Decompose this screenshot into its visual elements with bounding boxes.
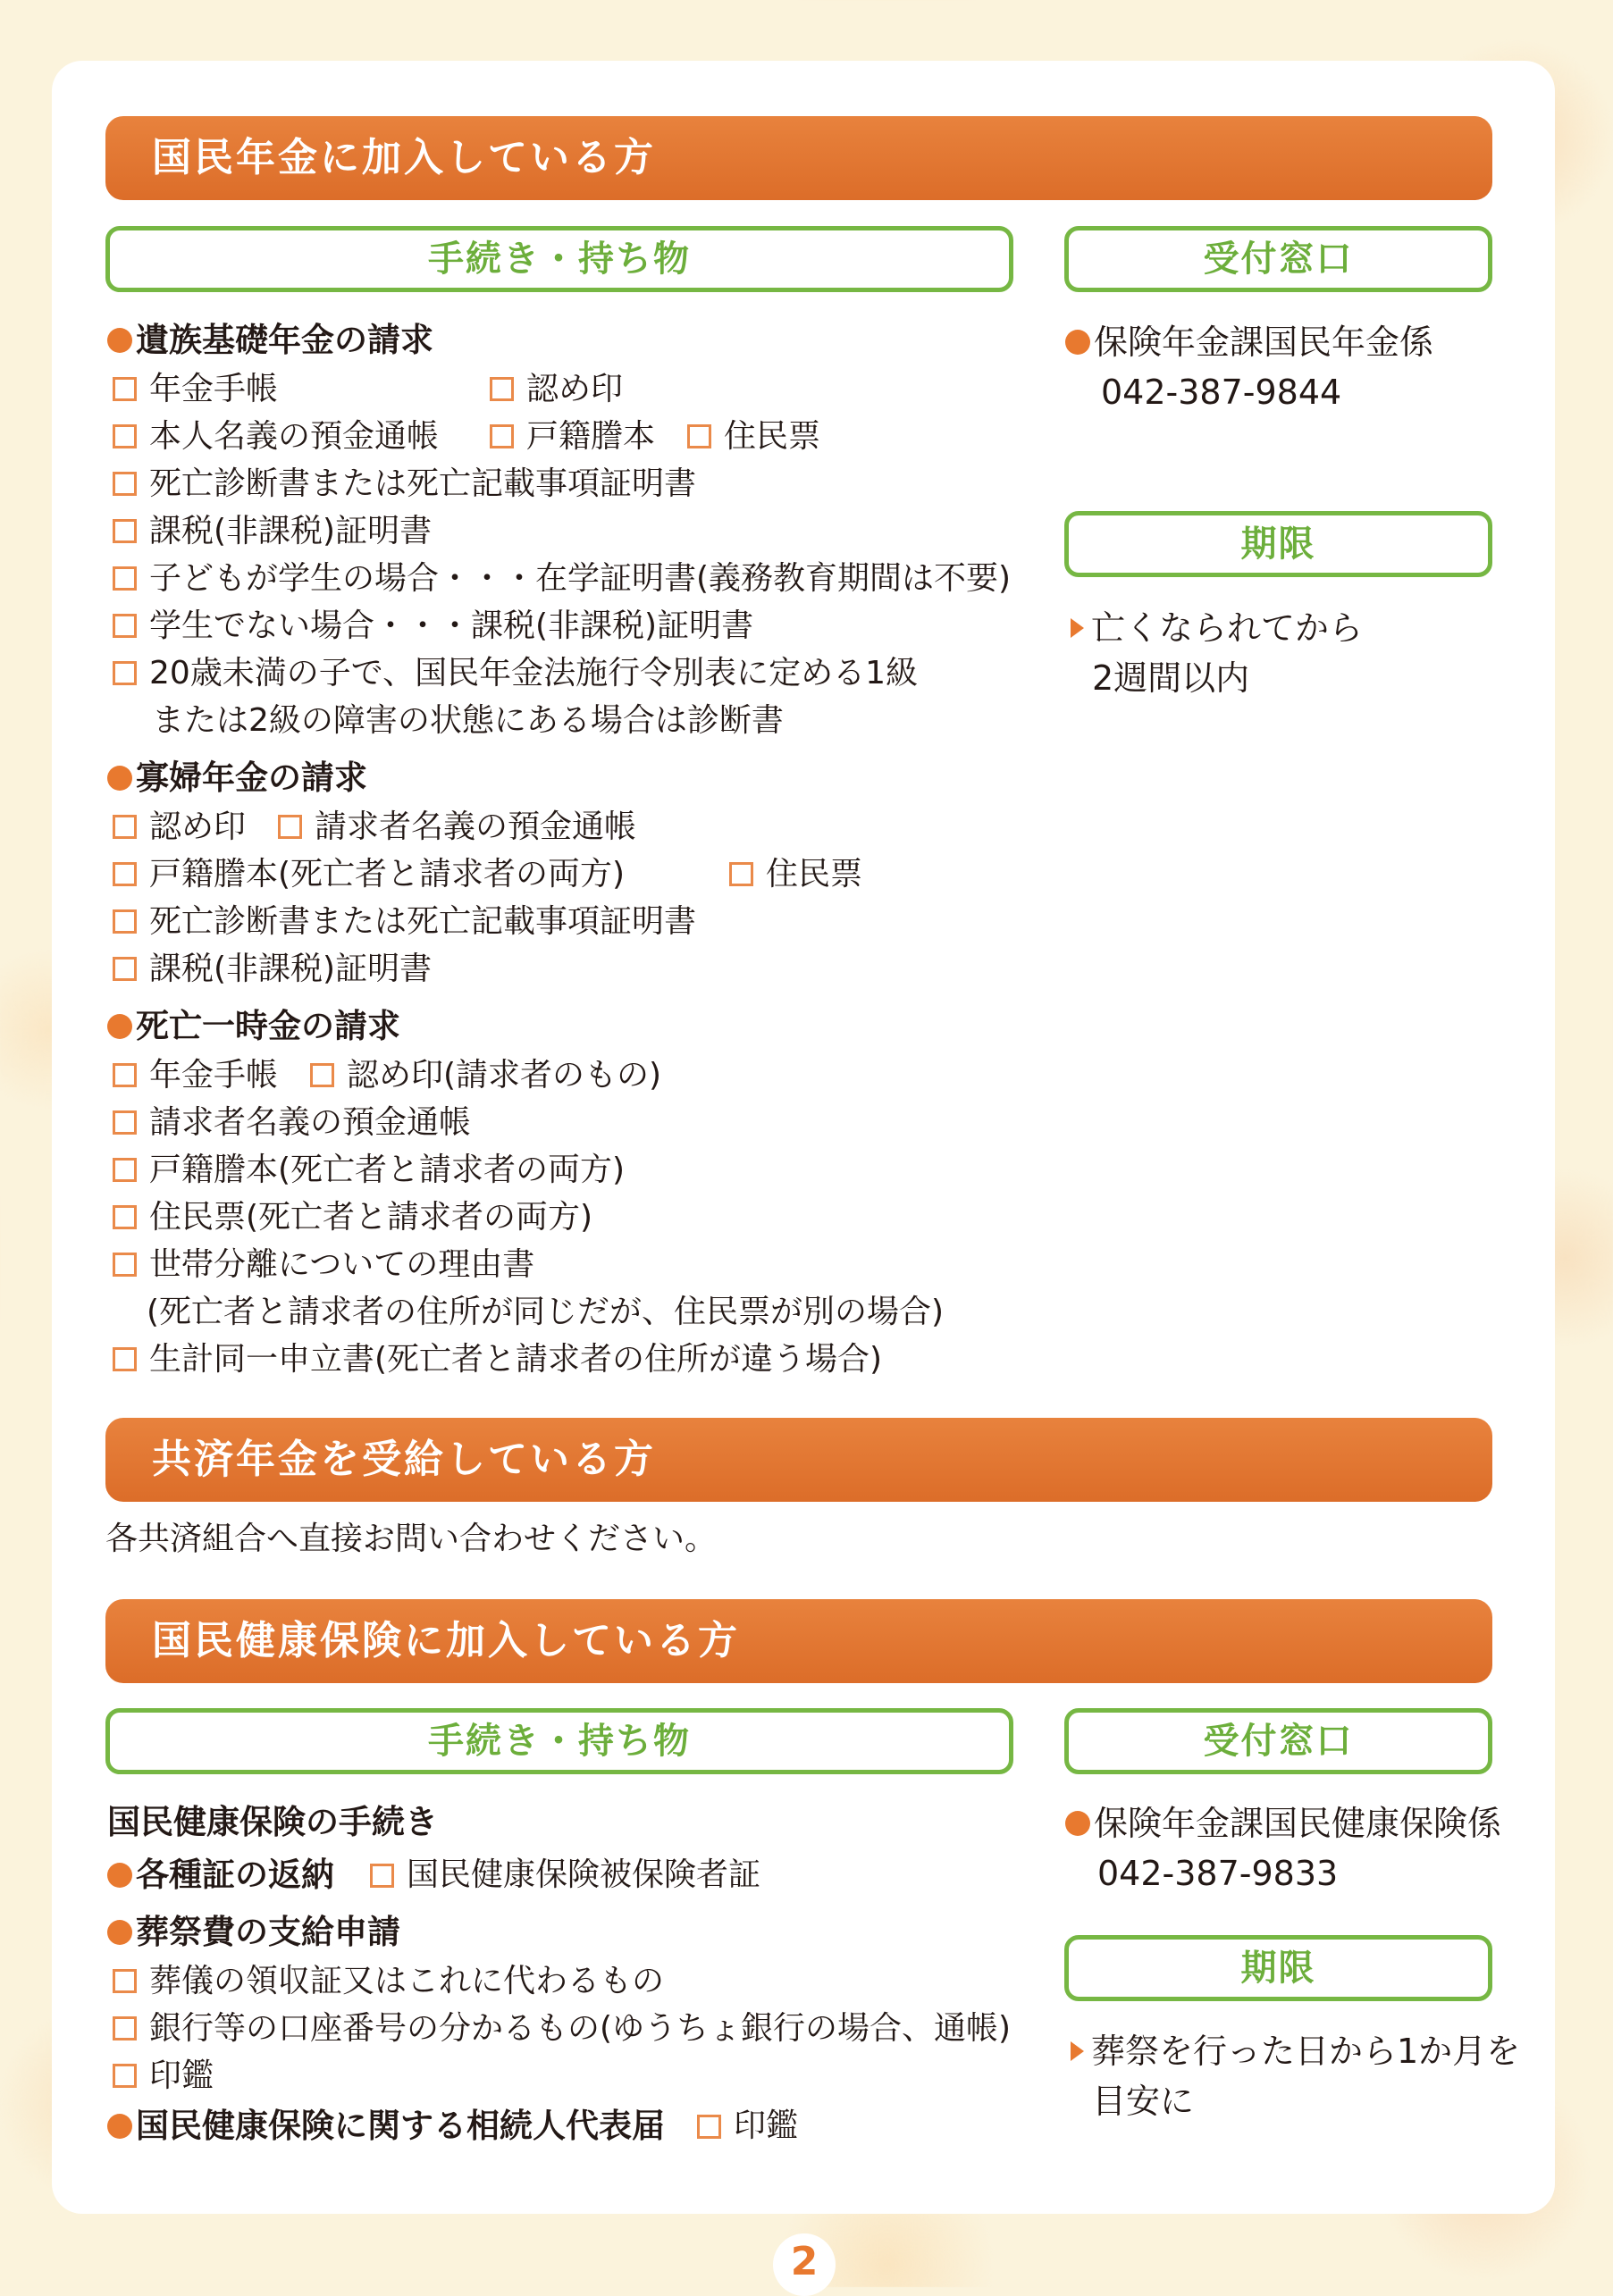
checklist-item-label: 死亡診断書または死亡記載事項証明書	[149, 903, 697, 940]
checklist-item-label: 住民票(死亡者と請求者の両方)	[149, 1199, 593, 1236]
checkbox-icon[interactable]	[729, 862, 753, 886]
office-name: 保険年金課国民健康保険係	[1094, 1804, 1502, 1843]
checkbox-icon[interactable]	[370, 1864, 394, 1888]
office-name-row	[1065, 317, 1494, 367]
checkbox-icon[interactable]	[113, 815, 137, 839]
health-office-info	[1065, 1798, 1502, 1898]
checklist-row	[107, 1099, 1054, 1146]
checklist-item[interactable]	[107, 602, 753, 649]
checkbox-icon[interactable]	[687, 424, 711, 448]
checkbox-icon[interactable]	[113, 862, 137, 886]
pension-deadline-label: 期限	[1064, 511, 1492, 577]
checklist-item[interactable]	[107, 1241, 534, 1288]
health-deadline-info	[1065, 2026, 1521, 2126]
pension-procedures-label: 手続き・持ち物	[105, 226, 1013, 292]
checkbox-icon[interactable]	[113, 1158, 137, 1182]
checklist-row	[107, 1052, 1054, 1099]
office-name: 保険年金課国民年金係	[1094, 323, 1434, 362]
checkbox-icon[interactable]	[113, 957, 137, 981]
checkbox-icon[interactable]	[113, 1969, 137, 1993]
checkbox-icon[interactable]	[113, 377, 137, 401]
checklist-row	[107, 365, 1054, 413]
checklist-item[interactable]	[107, 2052, 214, 2099]
checklist-row	[107, 1194, 1054, 1241]
checklist-item[interactable]	[107, 365, 458, 413]
pension-section-banner: 国民年金に加入している方	[105, 116, 1492, 200]
bullet-dot-icon	[107, 1014, 132, 1039]
checklist-item-label: 請求者名義の預金通帳	[315, 809, 637, 845]
checkbox-icon[interactable]	[113, 614, 137, 638]
checklist-item[interactable]	[484, 365, 623, 413]
checklist-item[interactable]	[107, 851, 697, 898]
checklist-item-label: 印鑑	[149, 2057, 214, 2094]
deadline-text: 2週間以内	[1092, 658, 1250, 698]
checklist-item-label: 子どもが学生の場合・・・在学証明書(義務教育期間は不要)	[149, 560, 1012, 597]
bullet-dot-icon	[1065, 1811, 1090, 1836]
arrow-right-icon	[1071, 618, 1084, 638]
deadline-text: 葬祭を行った日から1か月を	[1091, 2032, 1521, 2071]
checklist-item[interactable]	[484, 413, 655, 460]
bullet-dot-icon	[1065, 330, 1090, 355]
checklist-item[interactable]	[107, 945, 432, 993]
checklist-item-label: 住民票	[766, 856, 863, 892]
checklist-row	[107, 413, 1054, 460]
group-heading-label: 葬祭費の支給申請	[136, 1913, 400, 1951]
checklist-item-label: 20歳未満の子で、国民年金法施行令別表に定める1級	[149, 655, 918, 691]
checkbox-icon[interactable]	[113, 472, 137, 496]
checklist-item-label: 印鑑	[734, 2107, 799, 2144]
checklist-item[interactable]	[107, 460, 696, 507]
checkbox-icon[interactable]	[113, 2064, 137, 2088]
checklist-row	[107, 507, 1054, 555]
checklist-item[interactable]	[107, 1052, 278, 1099]
checklist-item-label: 認め印	[149, 809, 247, 845]
checklist-item[interactable]	[365, 1848, 760, 1902]
office-name-row	[1065, 1798, 1502, 1848]
checkbox-icon[interactable]	[113, 1063, 137, 1087]
health-subtitle: 国民健康保険の手続き	[107, 1803, 438, 1841]
checklist-item[interactable]	[107, 1194, 592, 1241]
checklist-row	[107, 1146, 1054, 1194]
mutual-aid-note: 各共済組合へ直接お問い合わせください。	[105, 1521, 718, 1557]
checklist-row	[107, 851, 1054, 898]
checklist-row	[107, 898, 1054, 945]
checklist-item[interactable]	[107, 803, 246, 851]
group-heading	[107, 753, 1054, 803]
health-procedures-label: 手続き・持ち物	[105, 1708, 1013, 1774]
checklist-item[interactable]	[107, 555, 1011, 602]
checklist-continuation: または2級の障害の状態にある場合は診断書	[152, 702, 784, 739]
checklist-item[interactable]	[107, 413, 458, 460]
deadline-row	[1065, 2026, 1521, 2076]
deadline-text: 目安に	[1092, 2082, 1195, 2121]
checkbox-icon[interactable]	[113, 1110, 137, 1135]
checkbox-icon[interactable]	[278, 815, 302, 839]
pension-office-label: 受付窓口	[1064, 226, 1492, 292]
checklist-item[interactable]	[682, 413, 820, 460]
checkbox-icon[interactable]	[113, 519, 137, 543]
group-heading	[107, 315, 1054, 365]
checklist-item-label: 年金手帳	[149, 1057, 279, 1094]
checklist-item-label: 本人名義の預金通帳	[149, 418, 440, 455]
checkbox-icon[interactable]	[490, 424, 514, 448]
bullet-dot-icon	[107, 766, 132, 791]
group-heading-label: 国民健康保険に関する相続人代表届	[136, 2107, 665, 2145]
checklist-item-label: 銀行等の口座番号の分かるもの(ゆうちょ銀行の場合、通帳)	[149, 2010, 1012, 2047]
checklist-item[interactable]	[107, 898, 696, 945]
health-office-label: 受付窓口	[1064, 1708, 1492, 1774]
deadline-text: 亡くなられてから	[1091, 608, 1364, 648]
checklist-item-label: 戸籍謄本(死亡者と請求者の両方)	[149, 856, 626, 892]
checklist-item[interactable]	[107, 507, 432, 555]
checklist-row	[107, 2052, 1054, 2099]
checklist-item[interactable]	[692, 2099, 798, 2153]
checklist-item[interactable]	[107, 1336, 882, 1383]
office-phone[interactable]: 042-387-9833	[1097, 1854, 1339, 1893]
checklist-item[interactable]	[107, 1146, 625, 1194]
checklist-row	[107, 460, 1054, 507]
checkbox-icon[interactable]	[113, 2016, 137, 2040]
checklist-item-label: 戸籍謄本	[526, 418, 656, 455]
group-heading	[107, 2099, 1054, 2153]
checkbox-icon[interactable]	[113, 1253, 137, 1277]
page-number: 2	[773, 2233, 836, 2296]
checkbox-icon[interactable]	[490, 377, 514, 401]
checklist-item[interactable]	[107, 649, 918, 697]
checkbox-icon[interactable]	[113, 1347, 137, 1371]
checklist-row	[107, 1336, 1054, 1383]
checkbox-icon[interactable]	[113, 424, 137, 448]
checkbox-icon[interactable]	[113, 909, 137, 934]
checklist-item-label: 認め印(請求者のもの)	[347, 1057, 662, 1094]
group-heading-label: 各種証の返納	[136, 1856, 334, 1894]
group-heading-label: 寡婦年金の請求	[136, 758, 367, 797]
checklist-item-label: 国民健康保険被保険者証	[407, 1856, 761, 1893]
pension-deadline-info	[1065, 603, 1494, 703]
checklist-item[interactable]	[724, 851, 862, 898]
checklist-item-label: 死亡診断書または死亡記載事項証明書	[149, 465, 697, 502]
arrow-right-icon	[1071, 2041, 1084, 2061]
checklist-item[interactable]	[305, 1052, 661, 1099]
checklist-item-label: 世帯分離についての理由書	[149, 1246, 535, 1283]
health-checklist	[107, 1797, 1054, 2153]
group-heading	[107, 1001, 1054, 1052]
checkbox-icon[interactable]	[113, 1205, 137, 1229]
checklist-item[interactable]	[273, 803, 636, 851]
bullet-dot-icon	[107, 1920, 132, 1945]
checklist-item-label: 年金手帳	[149, 371, 279, 407]
bullet-dot-icon	[107, 2114, 132, 2139]
checklist-item-label: 課税(非課税)証明書	[149, 951, 433, 987]
checkbox-icon[interactable]	[310, 1063, 334, 1087]
checklist-row	[107, 1957, 1054, 2005]
pension-checklist	[107, 315, 1054, 1383]
checkbox-icon[interactable]	[697, 2115, 721, 2139]
checklist-item-label: 認め印	[526, 371, 624, 407]
group-heading	[107, 1848, 1054, 1902]
checklist-item-label: 請求者名義の預金通帳	[149, 1104, 472, 1141]
checklist-row	[107, 649, 1054, 697]
checklist-row	[107, 1241, 1054, 1288]
checklist-row	[107, 602, 1054, 649]
checklist-item-label: 生計同一申立書(死亡者と請求者の住所が違う場合)	[149, 1341, 883, 1378]
checklist-row	[107, 803, 1054, 851]
group-heading-label: 遺族基礎年金の請求	[136, 321, 433, 359]
checklist-item-label: 住民票	[724, 418, 821, 455]
checklist-row	[107, 2005, 1054, 2052]
checklist-item-label: 課税(非課税)証明書	[149, 513, 433, 549]
checklist-row	[107, 555, 1054, 602]
checklist-item-label: 戸籍謄本(死亡者と請求者の両方)	[149, 1152, 626, 1188]
health-section-banner: 国民健康保険に加入している方	[105, 1599, 1492, 1683]
checkbox-icon[interactable]	[113, 566, 137, 591]
group-heading-label: 死亡一時金の請求	[136, 1007, 400, 1045]
group-heading	[107, 1907, 1054, 1957]
deadline-row	[1065, 603, 1494, 653]
checklist-continuation: (死亡者と請求者の住所が同じだが、住民票が別の場合)	[147, 1294, 945, 1330]
checklist-row	[107, 945, 1054, 993]
checklist-item-label: 葬儀の領収証又はこれに代わるもの	[149, 1963, 665, 1999]
checklist-item[interactable]	[107, 1099, 471, 1146]
mutual-aid-section-banner: 共済年金を受給している方	[105, 1418, 1492, 1502]
health-deadline-label: 期限	[1064, 1935, 1492, 2001]
pension-office-info	[1065, 317, 1494, 417]
bullet-dot-icon	[107, 1863, 132, 1888]
bullet-dot-icon	[107, 328, 132, 353]
checklist-item[interactable]	[107, 1957, 664, 2005]
office-phone[interactable]: 042-387-9844	[1101, 373, 1342, 412]
checkbox-icon[interactable]	[113, 661, 137, 685]
checklist-item[interactable]	[107, 2005, 1011, 2052]
checklist-item-label: 学生でない場合・・・課税(非課税)証明書	[149, 608, 754, 644]
